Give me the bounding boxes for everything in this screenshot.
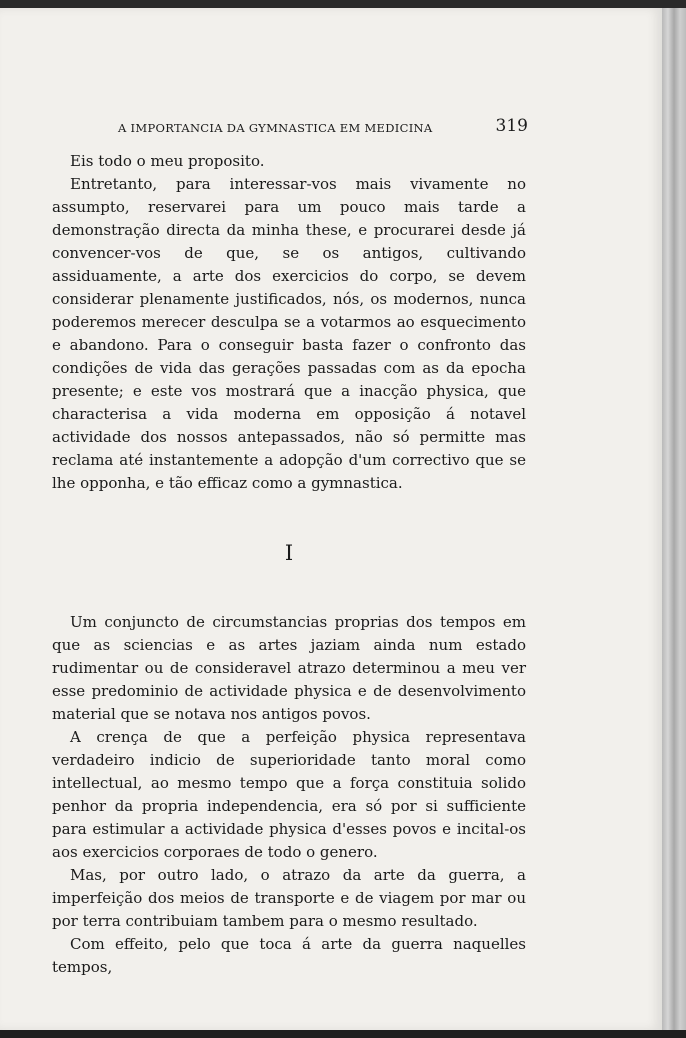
section-heading: I: [284, 541, 294, 565]
page-number: 319: [495, 116, 528, 136]
scan-border: [0, 1030, 686, 1038]
page-body: [52, 150, 526, 979]
running-title: A IMPORTANCIA DA GYMNASTICA EM MEDICINA: [118, 121, 433, 135]
paragraph: A crença de que a perfeição physica representava verdadeiro indicio de superioridade tanto moral como intellectual, ao mesmo tempo que a força constituia solido penhor da propria independencia, era só por si sufficiente para estimular a actividade physica d'esses povos e incital-os aos exercicios corporaes de todo o genero.: [52, 728, 526, 861]
paragraph: Mas, por outro lado, o atrazo da arte da guerra, a imperfeição dos meios de transporte e de viagem por mar ou por terra contribuiam tambem para o mesmo resultado.: [52, 866, 526, 930]
running-header: [118, 118, 528, 138]
paragraph: Eis todo o meu proposito.: [70, 152, 265, 170]
paragraph: Um conjuncto de circumstancias proprias dos tempos em que as sciencias e as artes jaziam ainda num estado rudimentar ou de consideravel atrazo determinou a meu ver esse predominio de actividade physica e de desenvolvimento material que se notava nos antigos povos.: [52, 613, 526, 723]
paragraph: Com effeito, pelo que toca á arte da guerra naquelles tempos,: [52, 935, 526, 976]
paragraph: Entretanto, para interessar-vos mais vivamente no assumpto, reservarei para um pouco mais tarde a demonstração directa da minha these, e procurarei desde já convencer-vos de que, se os antigos, cultivando assiduamente, a arte dos exercicios do corpo, se devem considerar plenamente justificados, nós, os modernos, nunca poderemos merecer desculpa se a votarmos ao esquecimento e abandono. Para o conseguir basta fazer o confronto das condições de vida das gerações passadas com as da epocha presente; e este vos mostrará que a inacção physica, que characterisa a vida moderna em opposição á notavel actividade dos nossos antepassados, não só permitte mas reclama até instantemente a adopção d'um correctivo que se lhe opponha, e tão efficaz como a gymnastica.: [52, 175, 526, 492]
page-stack-edge: [662, 8, 686, 1030]
